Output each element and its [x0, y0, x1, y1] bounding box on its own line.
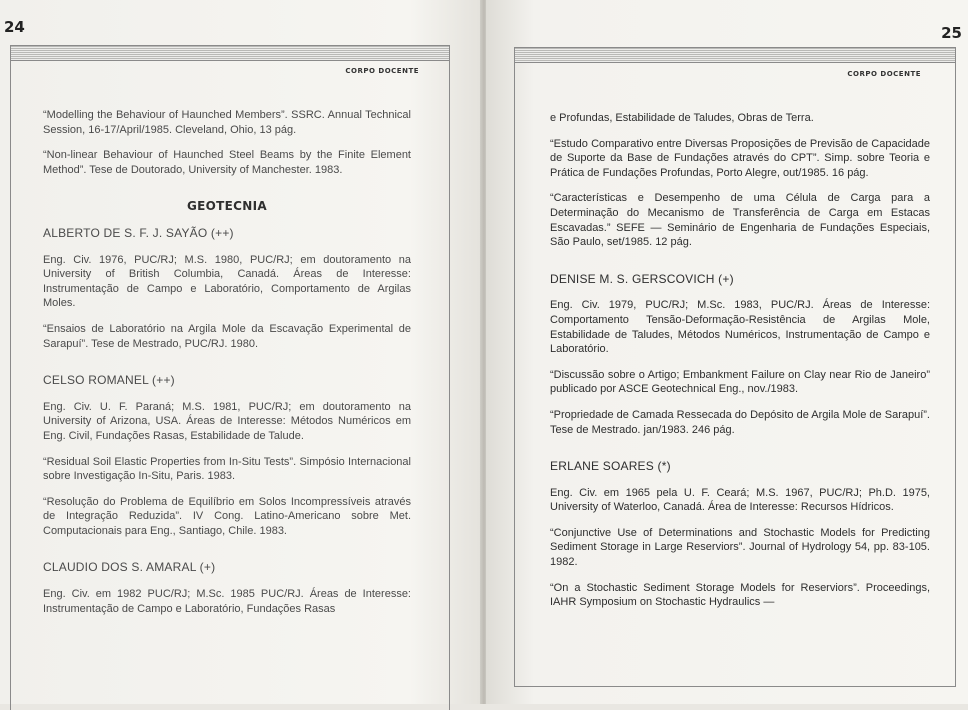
running-header: CORPO DOCENTE [345, 67, 419, 75]
faculty-name: ERLANE SOARES (*) [550, 459, 671, 474]
faculty-name: ALBERTO DE S. F. J. SAYÃO (++) [43, 225, 234, 240]
right-page [486, 0, 968, 704]
page-number: 25 [941, 24, 962, 42]
left-page [0, 0, 482, 704]
faculty-bio: Eng. Civ. U. F. Paraná; M.S. 1981, PUC/RJ; em doutoramento na University of Arizona, USA. Áreas de Interesse: Métodos Numéricos em Eng. Civil, Fundações Rasas, Estabilidade de Talude. [43, 400, 411, 442]
faculty-name: CELSO ROMANEL (++) [43, 373, 175, 388]
right-page-content [550, 111, 930, 610]
faculty-name: DENISE M. S. GERSCOVICH (+) [550, 271, 734, 286]
publication-entry: “Modelling the Behaviour of Haunched Members”. SSRC. Annual Technical Session, 16-17/April/1985. Cleveland, Ohio, 13 pág. [43, 109, 411, 136]
header-stripe [515, 48, 955, 63]
faculty-bio: Eng. Civ. 1979, PUC/RJ; M.Sc. 1983, PUC/RJ. Áreas de Interesse: Comportamento Tensão-Deformação-Resistência de Argilas Mole, Estabilidade de Taludes, Métodos Numéricos, Instrumentação de Campo e Laboratório. [550, 299, 930, 356]
publication-entry: “Non-linear Behaviour of Haunched Steel Beams by the Finite Element Method”. Tese de Doutorado, University of Manchester. 1983. [43, 149, 411, 176]
publication-entry: “Ensaios de Laboratório na Argila Mole da Escavação Experimental de Sarapuí”. Tese de Mestrado, PUC/RJ. 1980. [43, 322, 411, 350]
publication-entry: “Estudo Comparativo entre Diversas Proposições de Previsão de Capacidade de Suporte da Base de Fundações através do CPT”. Simp. sobre Teoria e Prática de Fundações Profundas, Porto Alegre, out/1985. 16 pág. [550, 137, 930, 179]
faculty-bio: Eng. Civ. em 1982 PUC/RJ; M.Sc. 1985 PUC/RJ. Áreas de Interesse: Instrumentação de Campo e Laboratório, Fundações Rasas [43, 588, 411, 615]
continued-text: e Profundas, Estabilidade de Taludes, Obras de Terra. [550, 112, 814, 124]
section-title: GEOTECNIA [187, 199, 267, 214]
faculty-bio: Eng. Civ. 1976, PUC/RJ; M.S. 1980, PUC/RJ; em doutoramento na University of British Columbia, Canadá. Áreas de Interesse: Instrumentação de Campo e Laboratório, Comportamento de Argilas Moles. [43, 253, 411, 310]
faculty-bio: Eng. Civ. em 1965 pela U. F. Ceará; M.S. 1967, PUC/RJ; Ph.D. 1975, University of Waterloo, Canadá. Área de Interesse: Recursos Hídricos. [550, 486, 930, 514]
publication-entry: “Resolução do Problema de Equilíbrio em Solos Incompressíveis através de Integração Reduzida”. IV Cong. Latino-Americano sobre Met. Computacionais para Eng., Santiago, Chile. 1983. [43, 495, 411, 537]
publication-entry: “Conjunctive Use of Determinations and Stochastic Models for Predicting Sediment Storage in Large Reserviors”. Journal of Hydrology 54, pp. 83-105. 1982. [550, 526, 930, 569]
publication-entry: “Propriedade de Camada Ressecada do Depósito de Argila Mole de Sarapuí”. Tese de Mestrado. jan/1983. 246 pág. [550, 408, 930, 436]
publication-entry: “On a Stochastic Sediment Storage Models for Reserviors”. Proceedings, IAHR Symposium on Stochastic Hydraulics — [550, 581, 930, 609]
page-number: 24 [4, 18, 25, 36]
left-page-content [43, 108, 411, 616]
publication-entry: “Características e Desempenho de uma Célula de Carga para a Determinação do Mecanismo de Transferência de Carga em Estacas Escavadas.” SEFE — Seminário de Engenharia de Fundações Especiais, São Paulo, set/1985. 12 pág. [550, 192, 930, 249]
header-stripe [11, 46, 449, 61]
faculty-name: CLAUDIO DOS S. AMARAL (+) [43, 560, 216, 575]
page-frame [514, 47, 956, 687]
publication-entry: “Residual Soil Elastic Properties from In-Situ Tests”. Simpósio Internacional sobre Investigação In-Situ, Paris. 1983. [43, 455, 411, 483]
publication-entry: “Discussão sobre o Artigo; Embankment Failure on Clay near Rio de Janeiro” publicado por ASCE Geotechnical Eng., nov./1983. [550, 368, 930, 396]
running-header: CORPO DOCENTE [847, 70, 921, 78]
